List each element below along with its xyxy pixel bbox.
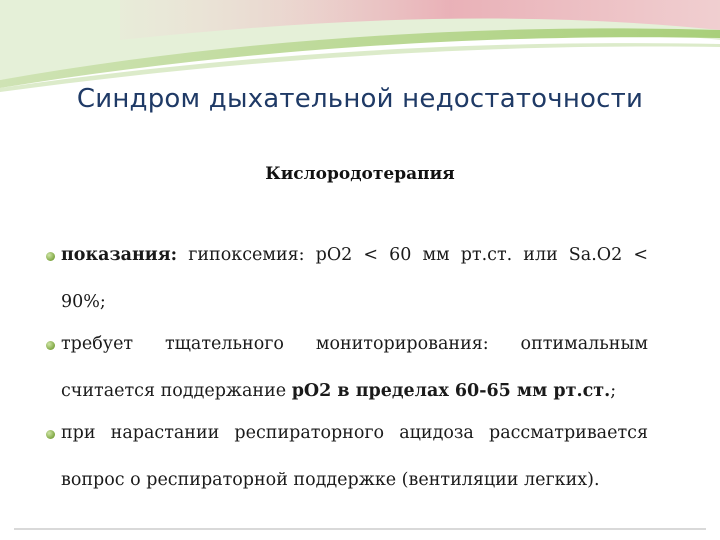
- bullet-item-monitoring: [46, 321, 648, 415]
- bullet-icon: [46, 430, 55, 439]
- bullet-text: при нарастании респираторного ацидоза рассматривается вопрос о респираторной поддержке (вентиляции легких).: [61, 423, 648, 490]
- bullet-icon: [46, 252, 55, 261]
- slide-title: Синдром дыхательной недостаточности: [76, 84, 644, 114]
- bullet-text: гипоксемия: рО2 < 60 мм рт.ст. или Sa.O2 < 90%;: [61, 245, 648, 312]
- bullet-text-end: ;: [610, 381, 617, 401]
- bullet-item-indications: [46, 232, 648, 326]
- bullet-emphasis: рО2 в пределах 60-65 мм рт.ст.: [291, 381, 611, 401]
- bullet-text: требует тщательного мониторирования: оптимальным считается поддержание: [61, 334, 648, 401]
- bullet-item-acidosis: [46, 410, 648, 504]
- slide-subtitle: Кислородотерапия: [265, 164, 455, 184]
- bullet-list: [46, 232, 648, 499]
- bullet-icon: [46, 341, 55, 350]
- footer-divider: [14, 528, 706, 530]
- bullet-label: показания:: [61, 245, 178, 265]
